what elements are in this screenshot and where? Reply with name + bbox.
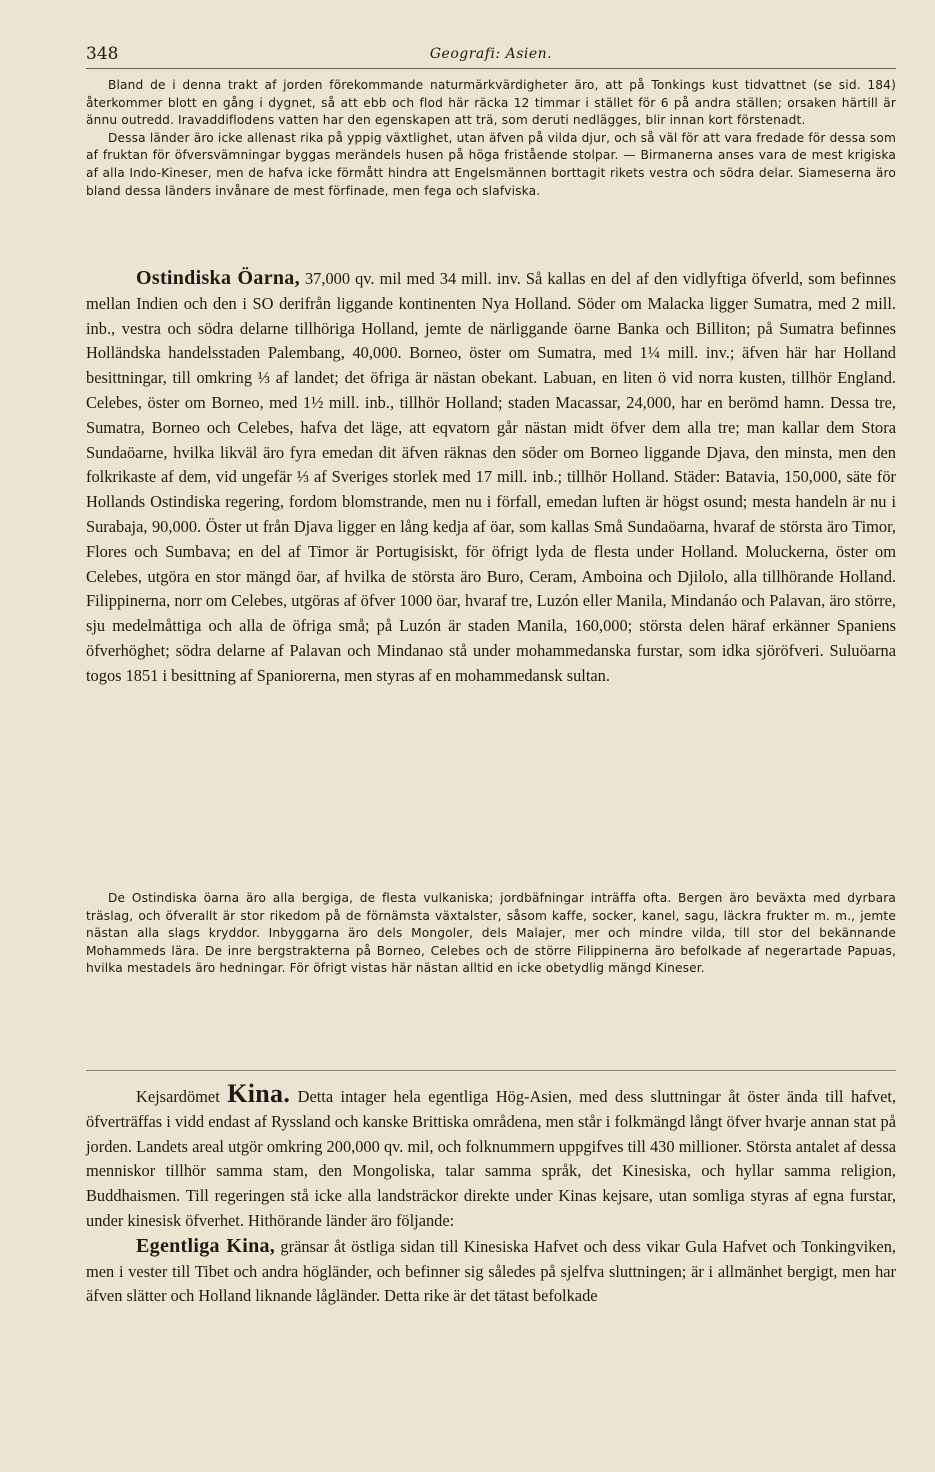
paragraph-tonking-tides: Bland de i denna trakt af jorden förekommande naturmärkvärdigheter äro, att på Tonkings kust tidvattnet (se sid. 184) återkommer blott en gång i dygnet, så att ebb och flod här räcka 12 timmar i stället för 6 på andra ställen; orsaken härtill är ännu outredd. Iravaddiflodens vatten har den egenskapen att trä, som deruti nedlägges, blir innan kort förstenadt. — [86, 78, 896, 128]
heading-egentliga-kina: Egentliga Kina, — [136, 1234, 276, 1257]
running-title: Geografi: Asien. — [429, 46, 553, 62]
paragraph-empire-kina — [86, 1079, 897, 1234]
page-number: 348 — [86, 44, 119, 64]
section-divider — [86, 1070, 896, 1071]
heading-kina: Kina. — [227, 1079, 291, 1108]
section-east-indies — [86, 266, 896, 689]
paragraph-animals-and-peoples: Dessa länder äro icke allenast rika på yppig växtlighet, utan äfven på vilda djur, och så väl för att vara fredade för dessa som af fruktan för öfversvämningar byggas merändels husen på höga fristående stolpar. — Birmanerna anses vara de mest krigiska af alla Indo-Kineser, men de hafva icke förmått hindra att Engelsmännen borttagit rikets vestra och södra delar. Siameserna äro bland dessa länders invånare de mest förfinade, men fega och slafviska. — [86, 130, 896, 198]
small-print-section-1 — [86, 77, 896, 200]
kejsardomet-label: Kejsardömet — [136, 1087, 228, 1106]
page-header — [86, 44, 896, 69]
paragraph-egentliga-kina — [86, 1234, 896, 1309]
section-china — [86, 1079, 897, 1309]
kina-body: Detta intager hela egentliga Hög-Asien, med dess sluttningar åt öster ända till hafvet, öfverträffas i vidd endast af Ryssland och kanske Brittiska områdena, men står i folkmängd långt öfver hvarje annan stat på jorden. Landets areal utgör omkring 200,000 qv. mil, och folknummern uppgifves till 430 millioner. Största antalet af dessa menniskor tillhör samma stam, den Mongoliska, talar samma språk, det Kinesiska, och hyllar samma religion, Buddhaismen. Till regeringen stå icke alla landsträckor direkte under Kinas kejsare, utan somliga styras af egna furstar, under kinesisk öfverhet. Hithörande länder äro följande: — [86, 1087, 897, 1230]
heading-ostindiska-oarna: Ostindiska Öarna, — [136, 267, 300, 289]
paragraph-islands-nature: De Ostindiska öarna äro alla bergiga, de flesta vulkaniska; jordbäfningar inträffa ofta. Bergen äro beväxta med dyrbara träslag, och öfverallt är stor rikedom på de förnämsta växtalster, såsom kaffe, socker, kanel, sagu, läckra frukter m. m., jemte nästan alla slags kryddor. Inbyggarna äro dels Mongoler, dels Malajer, mer och mindre vilda, till stor del bekännande Mohammeds lära. De inre bergstrakterna på Borneo, Celebes och de större Filippinerna äro befolkade af negerartade Papuas, hvilka mestadels äro hedningar. För öfrigt vistas här nästan alltid en icke obetydlig mängd Kineser. — [86, 891, 896, 976]
small-print-section-2 — [86, 890, 896, 978]
east-indies-body: 37,000 qv. mil med 34 mill. inv. Så kallas en del af den vidlyftiga öfverld, som befinnes mellan Indien och den i SO derifrån liggande kontinenten Nya Holland. Söder om Malacka ligger Sumatra, med 2 mill. inb., vestra och södra delarne tillhöriga Holland, jemte de närliggande öarne Banka och Billiton; på Sumatra befinnes Holländska handelsstaden Palembang, 40,000. Borneo, öster om Sumatra, med 1¼ mill. inv.; äfven här har Holland besittningar, till omkring ⅓ af landet; det öfriga är nästan obekant. Labuan, en liten ö vid norra kusten, tillhör England. Celebes, öster om Borneo, med 1½ mill. inb., tillhör Holland; staden Macassar, 24,000, har en berömd hamn. Dessa tre, Sumatra, Borneo och Celebes, hafva det läge, att eqvatorn går nästan midt öfver dem alla tre; man kallar dem Stora Sundaöarne, hvilka likväl äro fyra emedan dit äfven räknas den söder om Borneo liggande Djava, den minsta, men den folkrikaste af dem, vid ungefär ⅓ af Sveriges storlek med 17 mill. inb.; tillhör Holland. Städer: Batavia, 150,000, säte för Hollands Ostindiska regering, fordom blomstrande, men nu i förfall, emedan luften är högst osund; mesta handeln är nu i Surabaja, 90,000. Öster ut från Djava ligger en lång kedja af öar, som kallas Små Sundaöarna, hvaraf de största äro Timor, Flores och Sumbava; en del af Timor är Portugisiskt, för öfrigt lyda de flesta under Holland. Moluckerna, öster om Celebes, utgöra en stor mängd öar, af hvilka de största äro Buro, Ceram, Amboina och Djilolo, alla tillhörande Holland. Filippinerna, norr om Celebes, utgöras af öfver 1000 öar, hvaraf tre, Luzón eller Manila, Mindanáo och Palavan, äro större, sju medelmåttiga och alla de öfriga små; på Luzón är staden Manila, 160,000; största delen häraf erkänner Spaniens öfverhöghet; södra delarne af Palavan och Mindanao stå under mohammedanska furstar, som idka sjöröfveri. Suluöarna togos 1851 i besittning af Spaniorerna, men styras af en mohammedansk sultan. — [86, 269, 896, 685]
paragraph-east-indies — [86, 266, 896, 689]
egentliga-kina-body: gränsar åt östliga sidan till Kinesiska Hafvet och dess vikar Gula Hafvet och Tonkingviken, men i vester till Tibet och andra högländer, och befinner sig således på sjelfva sluttningen; är i allmänhet bergigt, men har äfven slätter och Holland liknande lågländer. Detta rike är det tätast befolkade — [86, 1236, 896, 1306]
